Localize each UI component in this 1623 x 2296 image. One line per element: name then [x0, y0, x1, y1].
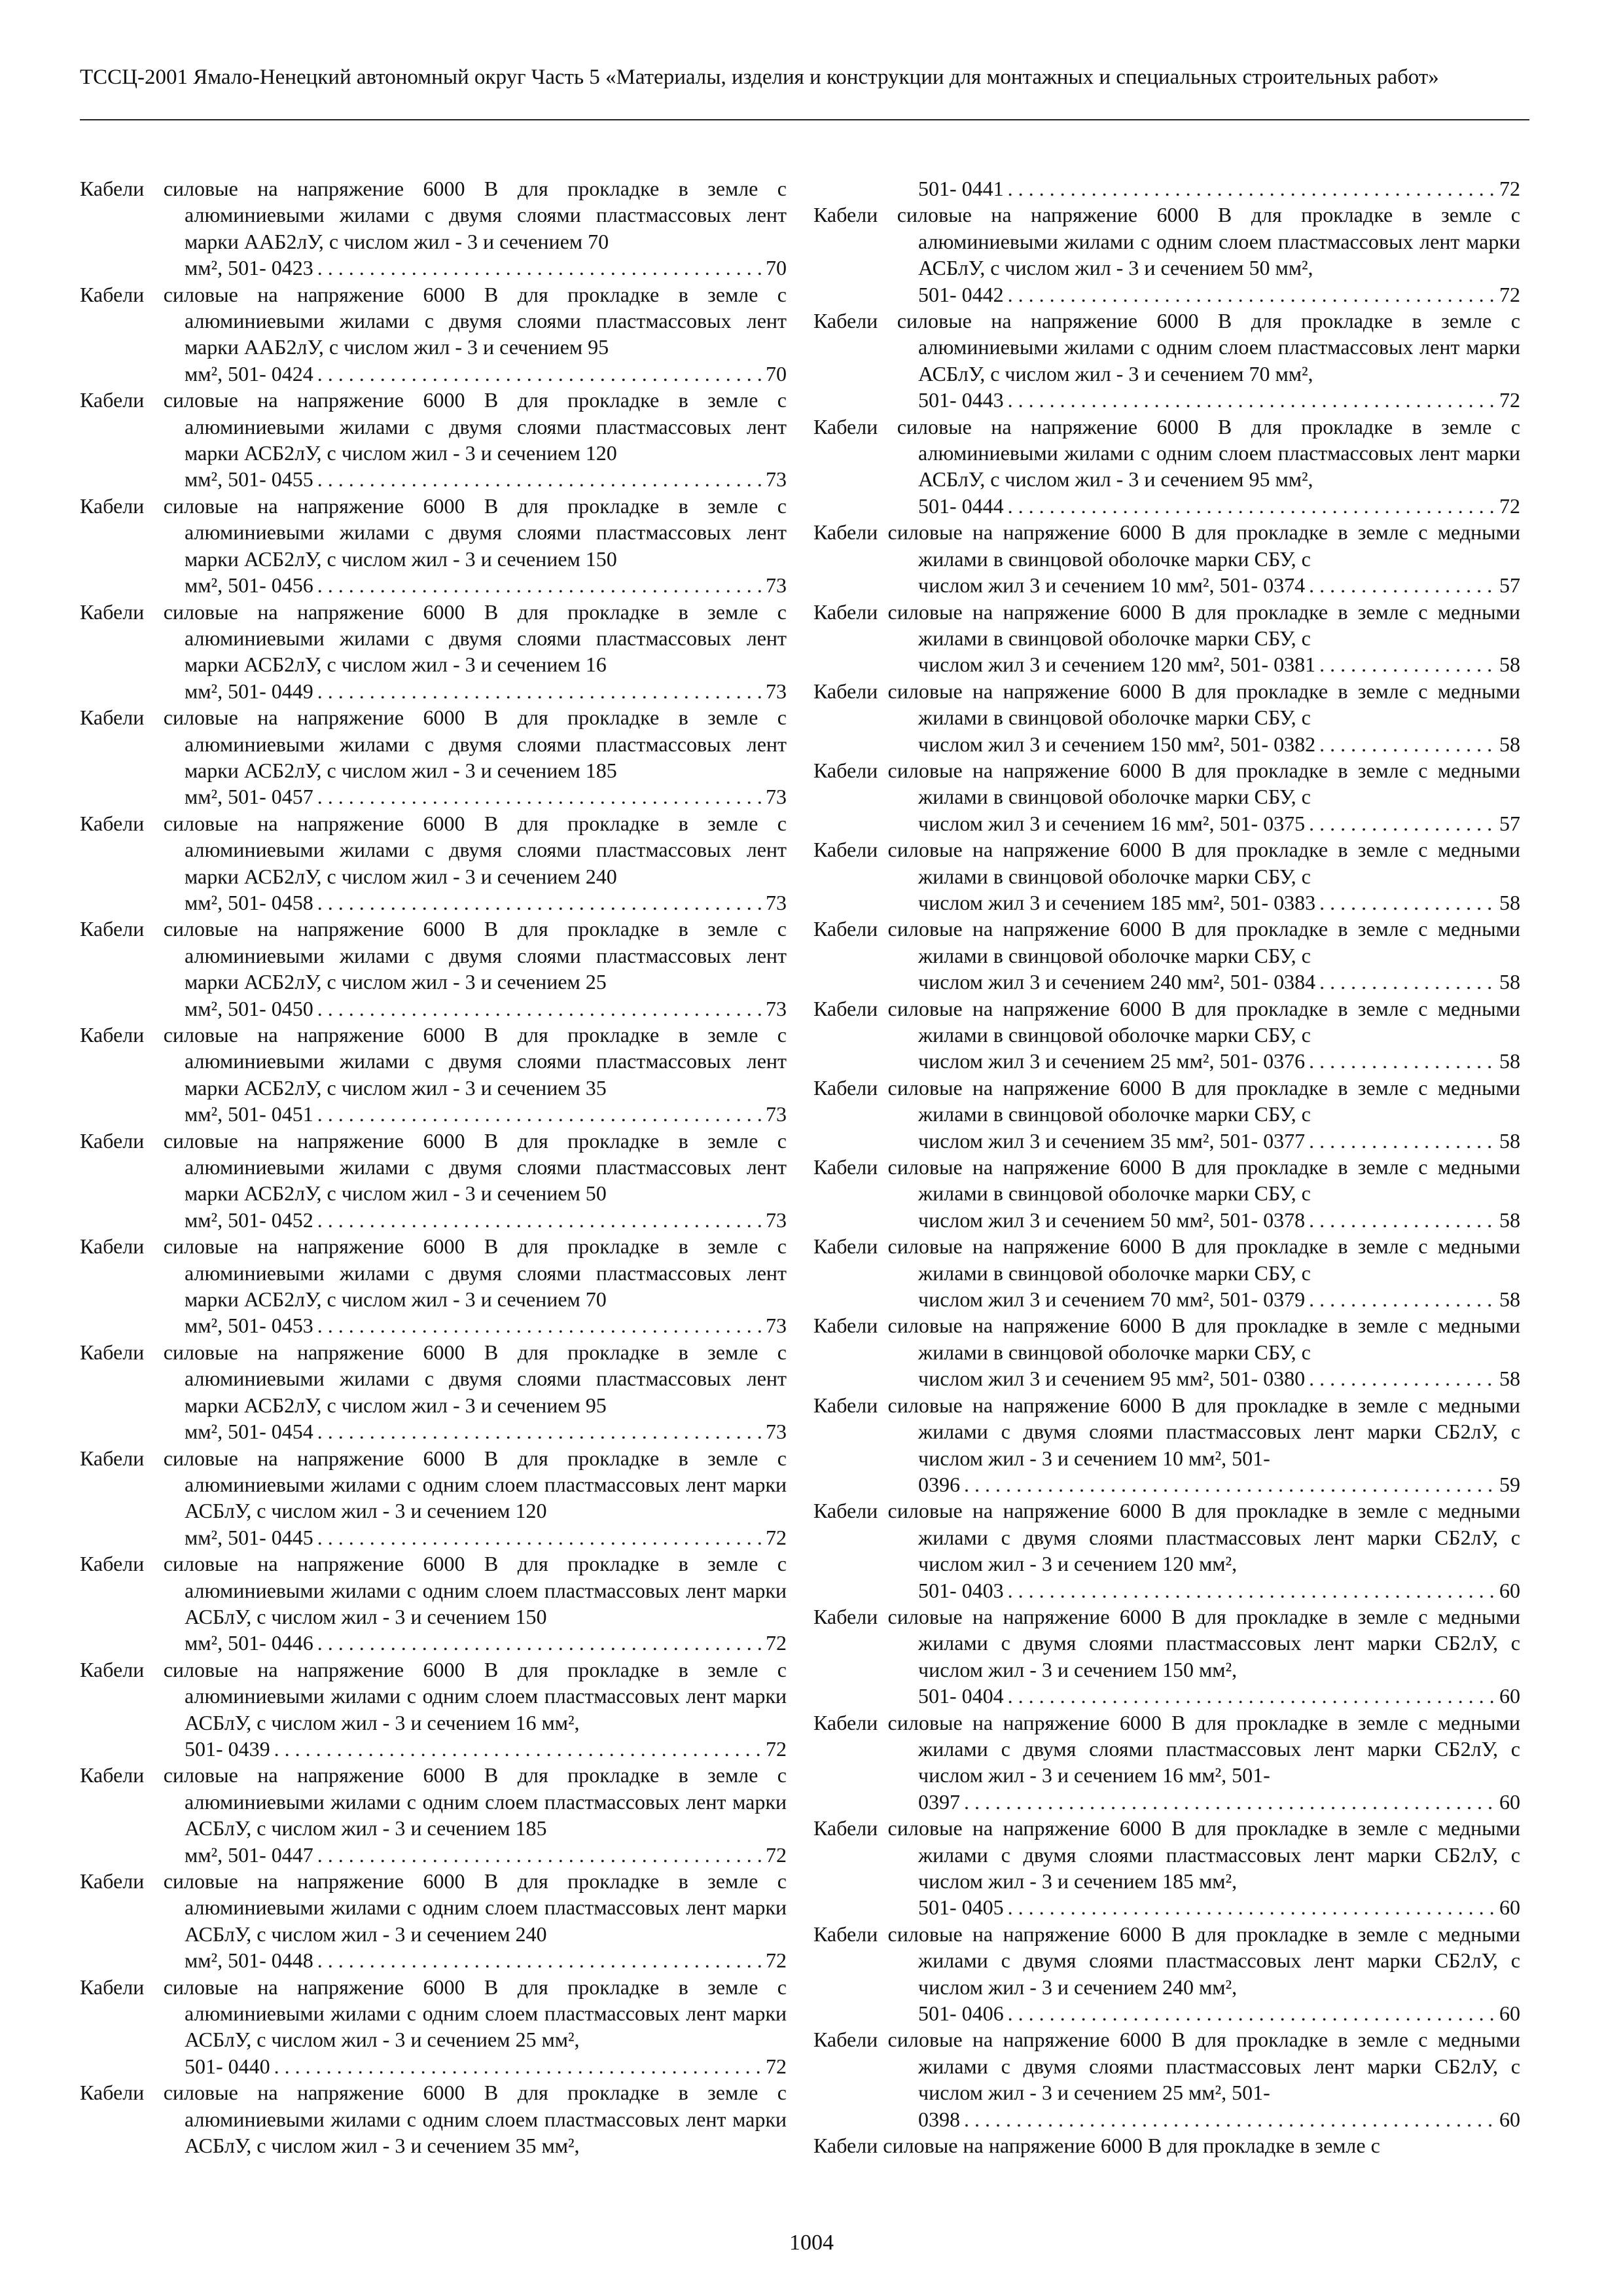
entry-reference-line	[918, 493, 1520, 519]
index-entry	[80, 1657, 787, 1763]
index-entry	[813, 1312, 1520, 1391]
entry-code: числом жил 3 и сечением 240 мм², 501- 0384	[918, 970, 1316, 994]
entry-text: Кабели силовые на напряжение 6000 В для прокладке в земле с алюминиевыми жилами с двумя слоями пластмассовых лент марки АСБ2лУ, с числом жил - 3 и сечением 95	[80, 1340, 787, 1417]
entry-text: Кабели силовые на напряжение 6000 В для прокладке в земле с алюминиевыми жилами с двумя слоями пластмассовых лент марки АСБ2лУ, с числом жил - 3 и сечением 35	[80, 1023, 787, 1100]
entry-page-number: 72	[766, 1948, 787, 1973]
entry-code: числом жил 3 и сечением 35 мм², 501- 0377	[918, 1128, 1306, 1153]
index-entry	[813, 1075, 1520, 1154]
dot-leader	[1008, 387, 1495, 413]
dot-leader	[1319, 969, 1495, 995]
entry-reference-line	[185, 678, 787, 704]
entry-code: мм², 501- 0453	[185, 1314, 313, 1338]
index-entry	[813, 1154, 1520, 1233]
index-entry	[80, 1551, 787, 1657]
index-entry	[813, 414, 1520, 520]
dot-leader	[964, 2106, 1495, 2132]
entry-code: 501- 0441	[918, 177, 1004, 200]
index-entry	[80, 2079, 787, 2159]
entry-reference-line	[918, 1365, 1520, 1391]
entry-page-number: 72	[1499, 177, 1520, 200]
entry-page-number: 70	[766, 256, 787, 280]
entry-code: числом жил 3 и сечением 10 мм², 501- 0374	[918, 573, 1306, 598]
index-entry	[80, 704, 787, 810]
entry-text: Кабели силовые на напряжение 6000 В для прокладке в земле с алюминиевыми жилами с двумя слоями пластмассовых лент марки АСБ2лУ, с числом жил - 3 и сечением 120	[80, 388, 787, 465]
index-entry	[813, 996, 1520, 1075]
entry-reference-line	[185, 889, 787, 916]
dot-leader	[317, 1842, 762, 1868]
entry-reference-line	[185, 783, 787, 810]
entry-page-number: 58	[1499, 970, 1520, 994]
entry-reference-line	[185, 361, 787, 387]
entry-code: мм², 501- 0452	[185, 1208, 313, 1232]
entry-reference-line	[918, 1286, 1520, 1312]
entry-code: мм², 501- 0449	[185, 679, 313, 703]
entry-page-number: 73	[766, 573, 787, 598]
index-entry	[80, 810, 787, 916]
entry-code: мм², 501- 0423	[185, 256, 313, 280]
dot-leader	[317, 996, 762, 1022]
entry-code: 501- 0439	[185, 1736, 270, 1761]
entry-page-number: 60	[1499, 1578, 1520, 1602]
entry-reference-line	[185, 255, 787, 281]
index-entry	[80, 1868, 787, 1974]
entry-text: Кабели силовые на напряжение 6000 В для прокладке в земле с алюминиевыми жилами с одним слоем пластмассовых лент марки АСБлУ, с числом жил - 3 и сечением 25 мм²,	[80, 1975, 787, 2052]
entry-reference-line	[918, 1471, 1520, 1498]
entry-code: 501- 0442	[918, 282, 1004, 306]
index-entry	[813, 678, 1520, 757]
index-entry	[813, 1815, 1520, 1921]
dot-leader	[1309, 1048, 1495, 1074]
entry-page-number: 73	[766, 679, 787, 703]
entry-reference-line	[918, 1048, 1520, 1074]
entry-text: Кабели силовые на напряжение 6000 В для прокладке в земле с медными жилами в свинцовой оболочке марки СБУ, с	[813, 600, 1520, 650]
entry-text: Кабели силовые на напряжение 6000 В для прокладке в земле с алюминиевыми жилами с одним слоем пластмассовых лент марки АСБлУ, с числом жил - 3 и сечением 50 мм²,	[813, 203, 1520, 280]
entry-page-number: 72	[766, 1525, 787, 1549]
index-entry	[80, 1445, 787, 1551]
entry-reference-line	[918, 1683, 1520, 1709]
entry-reference-line	[185, 1524, 787, 1551]
index-entry	[813, 2132, 1520, 2159]
index-entry	[80, 1128, 787, 1234]
entry-reference-line	[185, 1312, 787, 1338]
index-entry	[813, 202, 1520, 308]
index-entry	[813, 1392, 1520, 1498]
entry-code: 0398	[918, 2107, 960, 2131]
dot-leader	[317, 466, 762, 492]
entry-page-number: 73	[766, 890, 787, 914]
entry-text: Кабели силовые на напряжение 6000 В для прокладке в земле с медными жилами в свинцовой оболочке марки СБУ, с	[813, 1234, 1520, 1285]
entry-reference-line	[918, 572, 1520, 598]
entry-page-number: 58	[1499, 1049, 1520, 1073]
entry-text: Кабели силовые на напряжение 6000 В для прокладке в земле с медными жилами в свинцовой оболочке марки СБУ, с	[813, 758, 1520, 809]
dot-leader	[317, 1312, 762, 1338]
entry-page-number: 58	[1499, 653, 1520, 677]
entry-code: мм², 501- 0451	[185, 1102, 313, 1126]
dot-leader	[317, 1524, 762, 1551]
entry-reference-line	[918, 2000, 1520, 2026]
entry-reference-line	[185, 1842, 787, 1868]
entry-page-number: 70	[766, 361, 787, 386]
entry-text: Кабели силовые на напряжение 6000 В для прокладке в земле с медными жилами в свинцовой оболочке марки СБУ, с	[813, 1155, 1520, 1206]
index-entry	[80, 1762, 787, 1868]
entry-reference-line	[185, 1736, 787, 1762]
entry-page-number: 72	[766, 1631, 787, 1655]
entry-code: мм², 501- 0458	[185, 890, 313, 914]
entry-page-number: 73	[766, 1102, 787, 1126]
dot-leader	[964, 1471, 1495, 1498]
index-entry	[813, 599, 1520, 678]
entry-code: мм², 501- 0456	[185, 573, 313, 598]
entry-text: Кабели силовые на напряжение 6000 В для прокладке в земле с алюминиевыми жилами с двумя слоями пластмассовых лент марки АСБ2лУ, с числом жил - 3 и сечением 240	[80, 811, 787, 888]
entry-text: Кабели силовые на напряжение 6000 В для прокладке в земле с алюминиевыми жилами с одним слоем пластмассовых лент марки АСБлУ, с числом жил - 3 и сечением 240	[80, 1869, 787, 1946]
entry-reference-line	[918, 810, 1520, 836]
entry-page-number: 60	[1499, 1684, 1520, 1708]
dot-leader	[1008, 1683, 1495, 1709]
entry-page-number: 59	[1499, 1472, 1520, 1496]
entry-reference-line	[918, 731, 1520, 757]
entry-page-number: 72	[1499, 282, 1520, 306]
dot-leader	[317, 1101, 762, 1127]
entry-code: 501- 0444	[918, 493, 1004, 518]
entry-text: Кабели силовые на напряжение 6000 В для прокладке в земле с алюминиевыми жилами с одним слоем пластмассовых лент марки АСБлУ, с числом жил - 3 и сечением 95 мм²,	[813, 414, 1520, 492]
entry-text: Кабели силовые на напряжение 6000 В для прокладке в земле с медными жилами с двумя слоями пластмассовых лент марки СБ2лУ, с числом жил - 3 и сечением 185 мм²,	[813, 1816, 1520, 1893]
index-entry	[80, 493, 787, 599]
dot-leader	[1309, 572, 1495, 598]
dot-leader	[1008, 281, 1495, 308]
entry-reference-line	[918, 1207, 1520, 1233]
entry-text: Кабели силовые на напряжение 6000 В для прокладке в земле с алюминиевыми жилами с одним слоем пластмассовых лент марки АСБлУ, с числом жил - 3 и сечением 70 мм²,	[813, 309, 1520, 386]
entry-code: 501- 0405	[918, 1895, 1004, 1920]
dot-leader	[317, 889, 762, 916]
entry-reference-line	[918, 1128, 1520, 1154]
entry-page-number: 57	[1499, 811, 1520, 835]
entry-reference-line	[918, 175, 1520, 202]
right-column	[813, 175, 1520, 2159]
index-entry	[80, 387, 787, 493]
entry-text: Кабели силовые на напряжение 6000 В для прокладке в земле с медными жилами в свинцовой оболочке марки СБУ, с	[813, 679, 1520, 730]
dot-leader	[1309, 1286, 1495, 1312]
entry-reference-line	[918, 889, 1520, 916]
entry-reference-line	[185, 2053, 787, 2079]
entry-page-number: 58	[1499, 732, 1520, 756]
dot-leader	[1319, 651, 1495, 677]
index-entry	[813, 519, 1520, 598]
index-entry	[813, 916, 1520, 995]
entry-page-number: 73	[766, 785, 787, 809]
entry-code: числом жил 3 и сечением 185 мм², 501- 0383	[918, 890, 1316, 914]
index-entry	[80, 1022, 787, 1128]
entry-page-number: 58	[1499, 1367, 1520, 1391]
entry-text: Кабели силовые на напряжение 6000 В для прокладке в земле с медными жилами с двумя слоями пластмассовых лент марки СБ2лУ, с числом жил - 3 и сечением 16 мм², 501-	[813, 1710, 1520, 1787]
dot-leader	[964, 1789, 1495, 1815]
entry-text: Кабели силовые на напряжение 6000 В для прокладке в земле с алюминиевыми жилами с двумя слоями пластмассовых лент марки АСБ2лУ, с числом жил - 3 и сечением 150	[80, 493, 787, 571]
dot-leader	[1008, 493, 1495, 519]
dot-leader	[317, 1418, 762, 1444]
entry-code: мм², 501- 0450	[185, 996, 313, 1020]
entry-code: числом жил 3 и сечением 150 мм², 501- 0382	[918, 732, 1316, 756]
index-entry	[813, 1233, 1520, 1312]
entry-text: Кабели силовые на напряжение 6000 В для прокладке в земле с алюминиевыми жилами с двумя слоями пластмассовых лент марки АСБ2лУ, с числом жил - 3 и сечением 16	[80, 600, 787, 677]
dot-leader	[317, 1630, 762, 1656]
entry-text: Кабели силовые на напряжение 6000 В для прокладке в земле с алюминиевыми жилами с двумя слоями пластмассовых лент марки ААБ2лУ, с числом жил - 3 и сечением 70	[80, 177, 787, 253]
entry-text: Кабели силовые на напряжение 6000 В для прокладке в земле с алюминиевыми жилами с одним слоем пластмассовых лент марки АСБлУ, с числом жил - 3 и сечением 120	[80, 1446, 787, 1523]
entry-text: Кабели силовые на напряжение 6000 В для прокладке в земле с медными жилами с двумя слоями пластмассовых лент марки СБ2лУ, с числом жил - 3 и сечением 120 мм²,	[813, 1499, 1520, 1576]
entry-page-number: 58	[1499, 1287, 1520, 1312]
entry-code: мм², 501- 0454	[185, 1420, 313, 1444]
index-entry	[813, 1710, 1520, 1816]
index-entry	[813, 836, 1520, 916]
index-entry	[813, 308, 1520, 414]
entry-page-number: 60	[1499, 1895, 1520, 1920]
entry-reference-line	[185, 1418, 787, 1444]
entry-code: мм², 501- 0448	[185, 1948, 313, 1973]
entry-code: 0396	[918, 1472, 960, 1496]
entry-reference-line	[185, 996, 787, 1022]
entry-code: мм², 501- 0455	[185, 467, 313, 492]
dot-leader	[1319, 889, 1495, 916]
entry-page-number: 73	[766, 1208, 787, 1232]
entry-text: Кабели силовые на напряжение 6000 В для прокладке в земле с медными жилами в свинцовой оболочке марки СБУ, с	[813, 917, 1520, 967]
entry-text: Кабели силовые на напряжение 6000 В для прокладке в земле с медными жилами в свинцовой оболочке марки СБУ, с	[813, 520, 1520, 571]
entry-code: числом жил 3 и сечением 70 мм², 501- 0379	[918, 1287, 1306, 1312]
entry-text: Кабели силовые на напряжение 6000 В для прокладке в земле с алюминиевыми жилами с одним слоем пластмассовых лент марки АСБлУ, с числом жил - 3 и сечением 16 мм²,	[80, 1657, 787, 1734]
dot-leader	[1319, 731, 1495, 757]
entry-code: числом жил 3 и сечением 120 мм², 501- 0381	[918, 653, 1316, 677]
dot-leader	[317, 572, 762, 598]
dot-leader	[274, 1736, 762, 1762]
index-entry	[813, 1921, 1520, 2027]
entry-text: Кабели силовые на напряжение 6000 В для прокладке в земле с алюминиевыми жилами с двумя слоями пластмассовых лент марки АСБ2лУ, с числом жил - 3 и сечением 70	[80, 1234, 787, 1312]
entry-text: Кабели силовые на напряжение 6000 В для прокладке в земле с медными жилами с двумя слоями пластмассовых лент марки СБ2лУ, с числом жил - 3 и сечением 10 мм², 501-	[813, 1393, 1520, 1470]
entry-code: числом жил 3 и сечением 16 мм², 501- 0375	[918, 811, 1306, 835]
entry-reference-line	[185, 1630, 787, 1656]
entry-text: Кабели силовые на напряжение 6000 В для прокладке в земле с алюминиевыми жилами с двумя слоями пластмассовых лент марки АСБ2лУ, с числом жил - 3 и сечением 25	[80, 917, 787, 994]
index-entry	[80, 916, 787, 1022]
entry-code: числом жил 3 и сечением 25 мм², 501- 0376	[918, 1049, 1306, 1073]
entry-page-number: 72	[766, 1842, 787, 1867]
header-rule	[80, 119, 1529, 120]
entry-page-number: 72	[766, 1736, 787, 1761]
index-entry	[80, 1339, 787, 1445]
dot-leader	[1008, 2000, 1495, 2026]
entry-code: мм², 501- 0424	[185, 361, 313, 386]
entry-reference-line	[185, 1207, 787, 1233]
entry-page-number: 72	[766, 2054, 787, 2078]
entry-page-number: 60	[1499, 1789, 1520, 1814]
entry-text: Кабели силовые на напряжение 6000 В для прокладке в земле с медными жилами с двумя слоями пластмассовых лент марки СБ2лУ, с числом жил - 3 и сечением 25 мм², 501-	[813, 2028, 1520, 2105]
dot-leader	[317, 1947, 762, 1973]
index-entry	[813, 175, 1520, 202]
entry-code: 501- 0404	[918, 1684, 1004, 1708]
entry-code: числом жил 3 и сечением 50 мм², 501- 0378	[918, 1208, 1306, 1232]
page-header: ТССЦ-2001 Ямало-Ненецкий автономный округ Часть 5 «Материалы, изделия и конструкции для монтажных и специальных строительных работ»	[80, 65, 1439, 89]
entry-code: мм², 501- 0447	[185, 1842, 313, 1867]
dot-leader	[317, 678, 762, 704]
dot-leader	[317, 1207, 762, 1233]
entry-page-number: 58	[1499, 890, 1520, 914]
dot-leader	[317, 783, 762, 810]
entry-text: Кабели силовые на напряжение 6000 В для прокладке в земле с алюминиевыми жилами с двумя слоями пластмассовых лент марки АСБ2лУ, с числом жил - 3 и сечением 185	[80, 706, 787, 782]
entry-text: Кабели силовые на напряжение 6000 В для прокладке в земле с медными жилами с двумя слоями пластмассовых лент марки СБ2лУ, с числом жил - 3 и сечением 240 мм²,	[813, 1922, 1520, 1999]
entry-code: числом жил 3 и сечением 95 мм², 501- 0380	[918, 1367, 1306, 1391]
entry-text: Кабели силовые на напряжение 6000 В для прокладке в земле с медными жилами с двумя слоями пластмассовых лент марки СБ2лУ, с числом жил - 3 и сечением 150 мм²,	[813, 1604, 1520, 1681]
index-entry	[80, 281, 787, 387]
entry-code: 501- 0406	[918, 2001, 1004, 2026]
entry-reference-line	[185, 466, 787, 492]
entry-reference-line	[918, 969, 1520, 995]
dot-leader	[317, 255, 762, 281]
entry-reference-line	[185, 1101, 787, 1127]
entry-reference-line	[918, 1577, 1520, 1604]
entry-code: мм², 501- 0457	[185, 785, 313, 809]
index-entry	[80, 599, 787, 705]
entry-page-number: 73	[766, 1314, 787, 1338]
dot-leader	[1309, 1128, 1495, 1154]
left-column	[80, 175, 787, 2159]
entry-code: 501- 0443	[918, 388, 1004, 412]
index-entry	[813, 757, 1520, 836]
entry-text: Кабели силовые на напряжение 6000 В для прокладке в земле с алюминиевыми жилами с одним слоем пластмассовых лент марки АСБлУ, с числом жил - 3 и сечением 150	[80, 1552, 787, 1628]
entry-text: Кабели силовые на напряжение 6000 В для прокладке в земле с алюминиевыми жилами с двумя слоями пластмассовых лент марки ААБ2лУ, с числом жил - 3 и сечением 95	[80, 282, 787, 359]
entry-reference-line	[918, 651, 1520, 677]
entry-text: Кабели силовые на напряжение 6000 В для прокладке в земле с медными жилами в свинцовой оболочке марки СБУ, с	[813, 1314, 1520, 1364]
entry-reference-line	[918, 1789, 1520, 1815]
entry-page-number: 73	[766, 467, 787, 492]
entry-text: Кабели силовые на напряжение 6000 В для прокладке в земле с медными жилами в свинцовой оболочке марки СБУ, с	[813, 838, 1520, 888]
entry-text: Кабели силовые на напряжение 6000 В для прокладке в земле с	[813, 2134, 1380, 2158]
dot-leader	[317, 361, 762, 387]
entry-text: Кабели силовые на напряжение 6000 В для прокладке в земле с алюминиевыми жилами с одним слоем пластмассовых лент марки АСБлУ, с числом жил - 3 и сечением 185	[80, 1763, 787, 1840]
dot-leader	[1309, 1365, 1495, 1391]
entry-code: мм², 501- 0446	[185, 1631, 313, 1655]
dot-leader	[1008, 1894, 1495, 1920]
index-entry	[813, 1498, 1520, 1604]
entry-page-number: 72	[1499, 493, 1520, 518]
entry-page-number: 60	[1499, 2107, 1520, 2131]
page-number: 1004	[789, 2231, 834, 2255]
entry-page-number: 58	[1499, 1208, 1520, 1232]
dot-leader	[1008, 175, 1495, 202]
entry-code: 0397	[918, 1789, 960, 1814]
index-entry	[80, 1974, 787, 2080]
entry-reference-line	[918, 281, 1520, 308]
entry-code: 501- 0403	[918, 1578, 1004, 1602]
entry-page-number: 60	[1499, 2001, 1520, 2026]
entry-page-number: 72	[1499, 388, 1520, 412]
entry-reference-line	[918, 387, 1520, 413]
entry-page-number: 57	[1499, 573, 1520, 598]
entry-page-number: 73	[766, 996, 787, 1020]
dot-leader	[1309, 810, 1495, 836]
entry-reference-line	[918, 2106, 1520, 2132]
entry-text: Кабели силовые на напряжение 6000 В для прокладке в земле с алюминиевыми жилами с одним слоем пластмассовых лент марки АСБлУ, с числом жил - 3 и сечением 35 мм²,	[80, 2081, 787, 2158]
entry-page-number: 58	[1499, 1128, 1520, 1153]
entry-code: 501- 0440	[185, 2054, 270, 2078]
entry-code: мм², 501- 0445	[185, 1525, 313, 1549]
index-entry	[80, 1233, 787, 1339]
dot-leader	[1309, 1207, 1495, 1233]
entry-text: Кабели силовые на напряжение 6000 В для прокладке в земле с медными жилами в свинцовой оболочке марки СБУ, с	[813, 1075, 1520, 1126]
index-entry	[813, 2026, 1520, 2132]
dot-leader	[274, 2053, 762, 2079]
index-entry	[813, 1604, 1520, 1710]
index-entry	[80, 175, 787, 281]
entry-text: Кабели силовые на напряжение 6000 В для прокладке в земле с медными жилами в свинцовой оболочке марки СБУ, с	[813, 996, 1520, 1047]
entry-reference-line	[918, 1894, 1520, 1920]
dot-leader	[1008, 1577, 1495, 1604]
entry-text: Кабели силовые на напряжение 6000 В для прокладке в земле с алюминиевыми жилами с двумя слоями пластмассовых лент марки АСБ2лУ, с числом жил - 3 и сечением 50	[80, 1128, 787, 1206]
entry-reference-line	[185, 1947, 787, 1973]
entry-reference-line	[185, 572, 787, 598]
entry-page-number: 73	[766, 1420, 787, 1444]
